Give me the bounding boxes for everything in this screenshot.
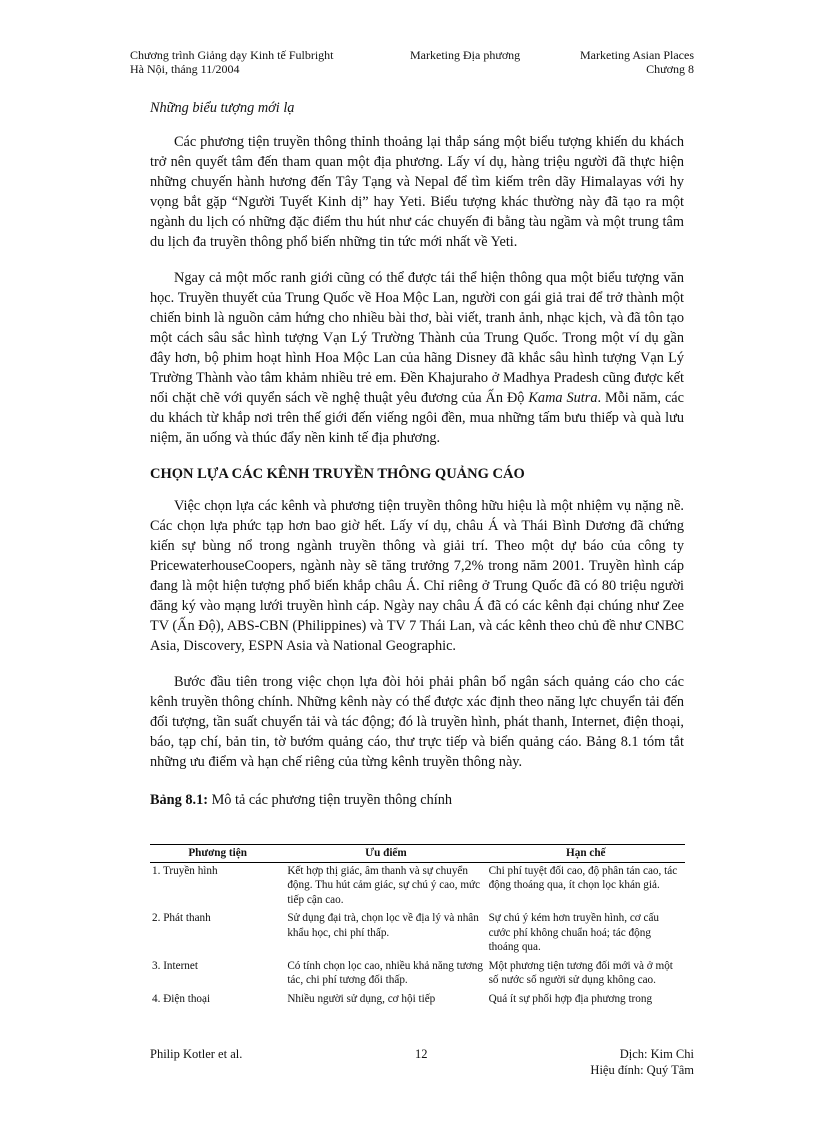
column-header-advantages: Ưu điểm: [285, 845, 486, 863]
table-cell-limitations: Quá ít sự phối hợp địa phương trong: [488, 992, 653, 1005]
table-row: [150, 958, 685, 991]
section-heading: CHỌN LỰA CÁC KÊNH TRUYỀN THÔNG QUẢNG CÁO: [150, 466, 525, 482]
header-date: Hà Nội, tháng 11/2004: [130, 62, 240, 76]
paragraph-mulan-end: . Mỗi năm, các du khách từ khắp nơi trên thế giới đến viếng ngôi đền, mua những tấm bưu thiếp và quà lưu niệm, ăn uống và thúc đẩy nền kinh tế địa phương.: [150, 390, 685, 446]
table-cell-limitations: Sự chú ý kém hơn truyền hình, cơ cấu cước phí không chuẩn hoá; tác động thoáng qua.: [488, 912, 660, 953]
running-header-left: [130, 48, 334, 76]
paragraph-budget: Bước đầu tiên trong việc chọn lựa đòi hỏi phải phân bổ ngân sách quảng cáo cho các kênh truyền thông chính. Những kênh này có thể được xác định theo năng lực chuyển tải đến đối tượng, tần suất chuyển tải và tác động; đó là truyền hình, phát thanh, Internet, điện thoại, báo, tạp chí, bản tin, tờ bướm quảng cáo, thư trực tiếp và biển quảng cáo. Bảng 8.1 tóm tắt những ưu điểm và hạn chế riêng của từng kênh truyền thông này.: [150, 674, 684, 770]
table-cell-medium: 2. Phát thanh: [152, 912, 211, 924]
footer-editor: Hiệu đính: Quý Tâm: [590, 1063, 694, 1077]
table-cell-advantages: Có tính chọn lọc cao, nhiều khả năng tương tác, chi phí tương đối thấp.: [287, 959, 483, 986]
table-row: [150, 862, 685, 910]
table-caption: [150, 790, 684, 810]
column-header-limitations: Hạn chế: [487, 845, 685, 863]
table-cell-advantages: Nhiều người sử dụng, cơ hội tiếp: [287, 992, 436, 1005]
table-header-row: [150, 845, 685, 863]
column-header-medium: Phương tiện: [150, 845, 285, 863]
header-chapter: Chương 8: [646, 62, 694, 76]
table-row: [150, 910, 685, 958]
table-cell-medium: 4. Điện thoại: [152, 992, 211, 1005]
table-cell-medium: 1. Truyền hình: [152, 864, 218, 877]
header-program: Chương trình Giảng dạy Kinh tế Fulbright: [130, 48, 334, 62]
running-header-center: [410, 48, 520, 62]
page-body: [150, 98, 684, 822]
header-course: Marketing Địa phương: [410, 48, 521, 62]
table-caption-text: Mô tả các phương tiện truyền thông chính: [208, 792, 453, 808]
footer-translator: Dịch: Kim Chi: [619, 1047, 694, 1061]
paragraph-yeti: Các phương tiện truyền thông thỉnh thoảng lại thắp sáng một biểu tượng khiến du khách trở nên quyết tâm đến tham quan một địa phương. Lấy ví dụ, hàng triệu người đã thực hiện những chuyến hành hương đến Tây Tạng và Nepal để tìm kiếm trên dãy Himalayas với hy vọng bắt gặp “Người Tuyết Kinh dị” hay Yeti. Biểu tượng khác thường này đã tạo ra một ngành du lịch có những đặc điểm thu hút như các chuyến đi bằng tàu ngầm và một trung tâm du lịch đa truyền thông phổ biến những tin tức mới nhất về Yeti.: [150, 134, 684, 250]
subheading: Những biểu tượng mới lạ: [150, 100, 295, 116]
table-row: [150, 991, 685, 1010]
table-cell-limitations: Chi phí tuyệt đối cao, độ phân tán cao, tác động thoáng qua, ít chọn lọc khán giả.: [488, 864, 678, 891]
paragraph-media-selection: Việc chọn lựa các kênh và phương tiện truyền thông hữu hiệu là một nhiệm vụ nặng nề. Các chọn lựa phức tạp hơn bao giờ hết. Lấy ví dụ, châu Á và Thái Bình Dương đã chứng kiến sự bùng nổ trong ngành truyền thông và giải trí. Theo một dự báo của công ty PricewaterhouseCoopers, ngành này sẽ tăng trưởng 7,2% trong năm 2001. Truyền hình cáp đang là một hiện tượng phổ biến khắp châu Á. Chỉ riêng ở Trung Quốc đã có 80 triệu người đăng ký vào mạng lưới truyền hình cáp. Ngày nay châu Á đã có các kênh đại chúng như Zee TV (Ấn Độ), ABS-CBN (Philippines) và TV 7 Thái Lan, và các kênh theo chủ đề như CNBC Asia, Discovery, ESPN Asia và National Geographic.: [150, 498, 684, 654]
footer-author: Philip Kotler et al.: [150, 1047, 243, 1061]
media-table: [150, 844, 685, 1009]
paragraph-mulan-text: Ngay cả một mốc ranh giới cũng có thể được tái thể hiện thông qua một biểu tượng văn học. Truyền thuyết của Trung Quốc về Hoa Mộc Lan, người con gái giả trai để trở thành một chiến binh là nguồn cảm hứng cho nhiều bài thơ, bài viết, tranh ảnh, nhạc kịch, và đã tôn tạo một cách sâu sắc hình tượng Vạn Lý Trường Thành của Trung Quốc. Trong một ví dụ gần đây hơn, bộ phim hoạt hình Hoa Mộc Lan của hãng Disney đã khắc sâu hình tượng Vạn Lý Trường Thành vào tâm khảm nhiều trẻ em. Đền Khajuraho ở Madhya Pradesh cũng được kết nối chặt chẽ với quyển sách về nghệ thuật yêu đương của Ấn Độ: [150, 270, 684, 406]
table-cell-medium: 3. Internet: [152, 959, 198, 972]
header-book: Marketing Asian Places: [580, 48, 694, 62]
page-number: 12: [415, 1047, 428, 1061]
paragraph-mulan: [150, 268, 684, 448]
kama-sutra-title: Kama Sutra: [528, 390, 598, 406]
table-cell-advantages: Kết hợp thị giác, âm thanh và sự chuyển động. Thu hút cảm giác, sự chú ý cao, mức tiếp cận cao.: [287, 864, 481, 906]
table-cell-advantages: Sử dụng đại trà, chọn lọc về địa lý và nhân khẩu học, chi phí thấp.: [287, 912, 479, 939]
footer-credits: [590, 1046, 694, 1078]
table-caption-label: Bảng 8.1:: [150, 792, 208, 808]
table-cell-limitations: Một phương tiện tương đối mới và ở một số nước số người sử dụng không cao.: [488, 959, 673, 986]
running-header-right: [580, 48, 694, 76]
